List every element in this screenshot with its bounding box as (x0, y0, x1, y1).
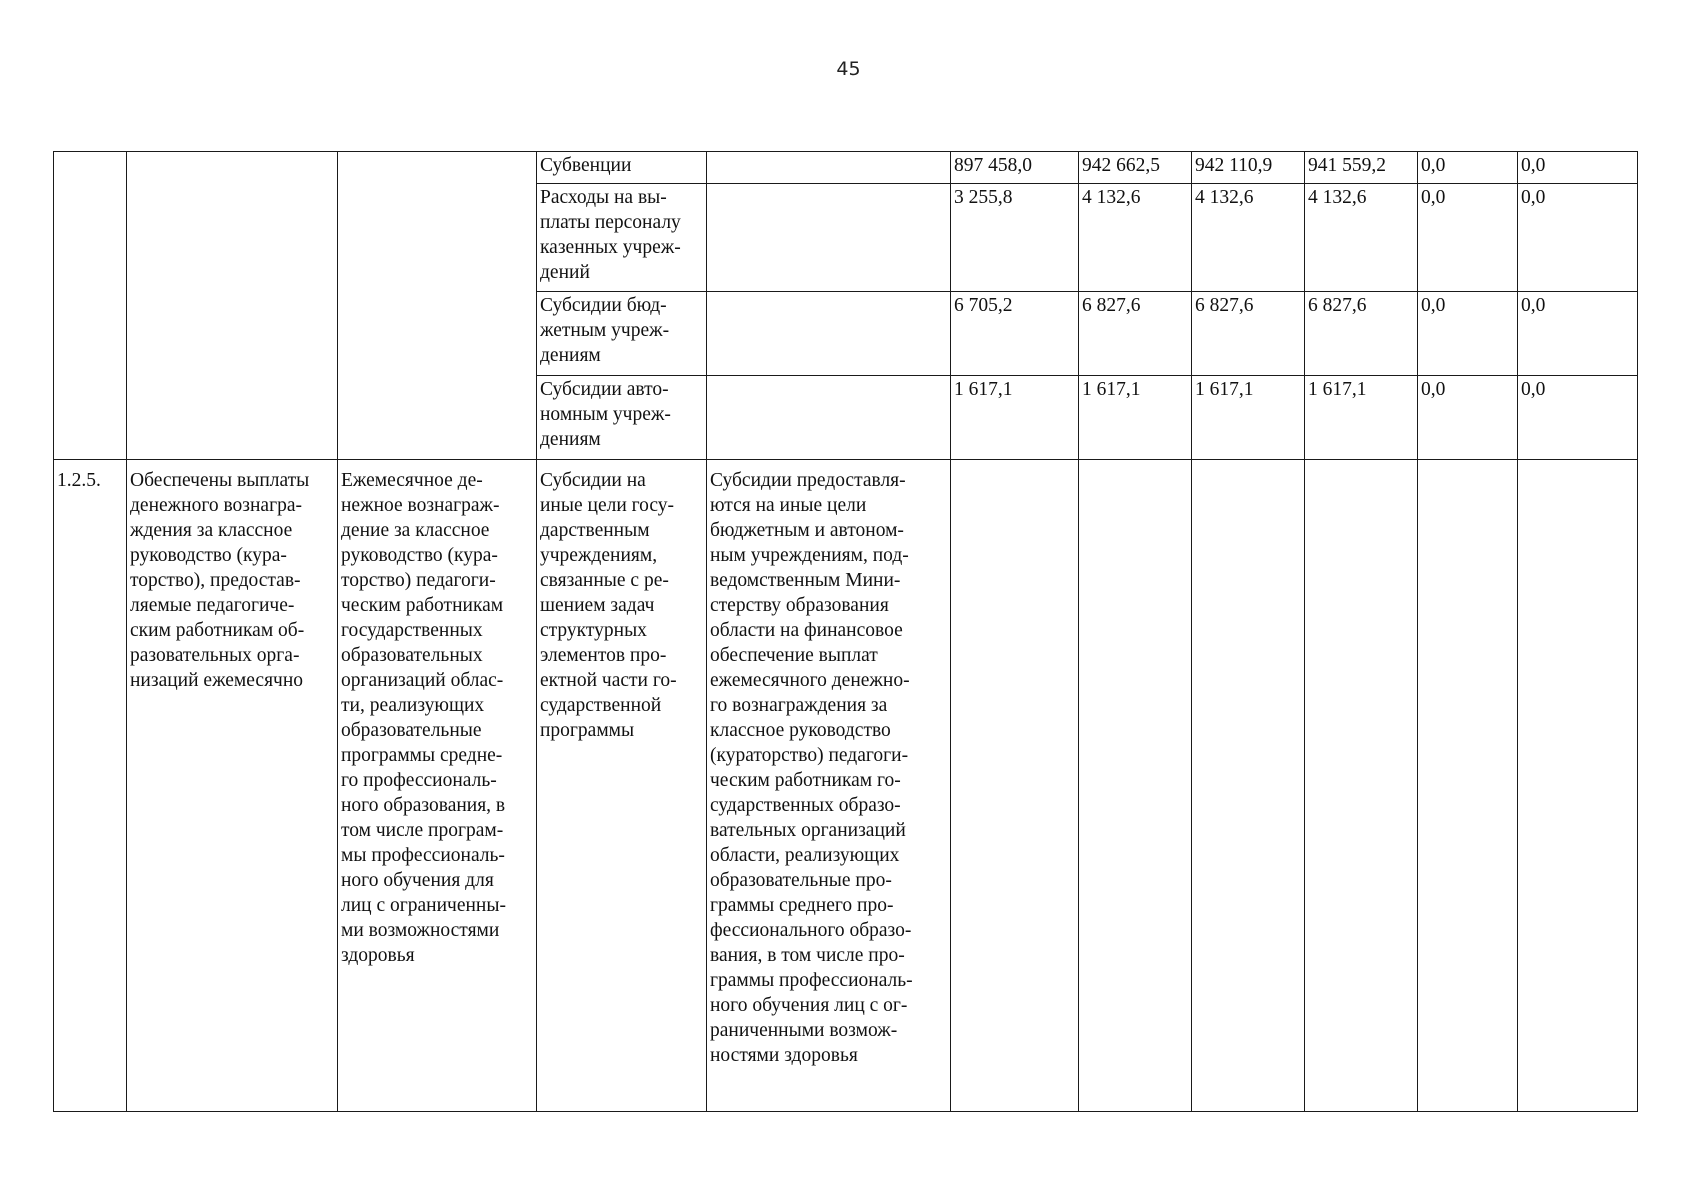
value-cell (951, 460, 1079, 1112)
description-cell (707, 184, 951, 292)
value-cell (1418, 460, 1518, 1112)
item-result-cell: Обеспечены выплаты денежного вознагра- ждения за классное руководство (кура- торство), предостав- ляемые педагогиче- ским работникам об- разовательных орга- низаций ежемесячно (127, 460, 338, 1112)
value-cell: 6 827,6 (1305, 292, 1418, 376)
value-cell: 4 132,6 (1305, 184, 1418, 292)
value-cell: 0,0 (1418, 184, 1518, 292)
value-cell: 0,0 (1418, 152, 1518, 184)
value-cell: 0,0 (1418, 376, 1518, 460)
expense-kind-cell: Субсидии авто- номным учреж- дениям (537, 376, 707, 460)
value-cell: 3 255,8 (951, 184, 1079, 292)
value-cell: 0,0 (1418, 292, 1518, 376)
value-cell: 1 617,1 (1079, 376, 1192, 460)
value-cell: 1 617,1 (1305, 376, 1418, 460)
value-cell: 0,0 (1518, 292, 1638, 376)
value-cell: 1 617,1 (1192, 376, 1305, 460)
continuation-result-cell (127, 152, 338, 460)
value-cell: 941 559,2 (1305, 152, 1418, 184)
value-cell: 4 132,6 (1079, 184, 1192, 292)
value-cell: 0,0 (1518, 152, 1638, 184)
value-cell: 6 827,6 (1079, 292, 1192, 376)
expense-kind-cell: Субвенции (537, 152, 707, 184)
expense-kind-cell: Субсидии бюд- жетным учреж- дениям (537, 292, 707, 376)
item-description-cell: Субсидии предоставля- ются на иные цели бюджетным и автоном- ным учреждениям, под- ведомственным Мини- стерству образования области на финансовое обеспечение выплат ежемесячного денежно- го вознаграждения за классное руководство (кураторство) педагоги- ческим работникам го- сударственных образо- вательных организаций области, реализующих образовательные про- граммы среднего про- фессионального образо- вания, в том числе про- граммы профессиональ- ного обучения лиц с ог- раниченными возмож- ностями здоровья (707, 460, 951, 1112)
value-cell (1079, 460, 1192, 1112)
value-cell: 942 662,5 (1079, 152, 1192, 184)
value-cell: 0,0 (1518, 184, 1638, 292)
item-number-cell: 1.2.5. (54, 460, 127, 1112)
item-expense-kind-cell: Субсидии на иные цели госу- дарственным учреждениям, связанные с ре- шением задач структурных элементов про- ектной части го- сударственной программы (537, 460, 707, 1112)
value-cell: 1 617,1 (951, 376, 1079, 460)
page-number: 45 (836, 58, 861, 80)
expense-kind-cell: Расходы на вы- платы персоналу казенных учреж- дений (537, 184, 707, 292)
value-cell: 897 458,0 (951, 152, 1079, 184)
table-row (54, 460, 1638, 1112)
continuation-measure-cell (338, 152, 537, 460)
continuation-number-cell (54, 152, 127, 460)
value-cell: 6 827,6 (1192, 292, 1305, 376)
description-cell (707, 152, 951, 184)
item-measure-cell: Ежемесячное де- нежное вознаграж- дение за классное руководство (кура- торство) педагоги- ческим работникам государственных образовательных организаций облас- ти, реализующих образовательные программы средне- го профессиональ- ного образования, в том числе програм- мы профессиональ- ного обучения для лиц с ограниченны- ми возможностями здоровья (338, 460, 537, 1112)
value-cell: 4 132,6 (1192, 184, 1305, 292)
budget-table (53, 151, 1638, 1112)
description-cell (707, 292, 951, 376)
value-cell: 942 110,9 (1192, 152, 1305, 184)
value-cell (1518, 460, 1638, 1112)
value-cell: 0,0 (1518, 376, 1638, 460)
value-cell: 6 705,2 (951, 292, 1079, 376)
value-cell (1192, 460, 1305, 1112)
table-row (54, 152, 1638, 184)
description-cell (707, 376, 951, 460)
value-cell (1305, 460, 1418, 1112)
